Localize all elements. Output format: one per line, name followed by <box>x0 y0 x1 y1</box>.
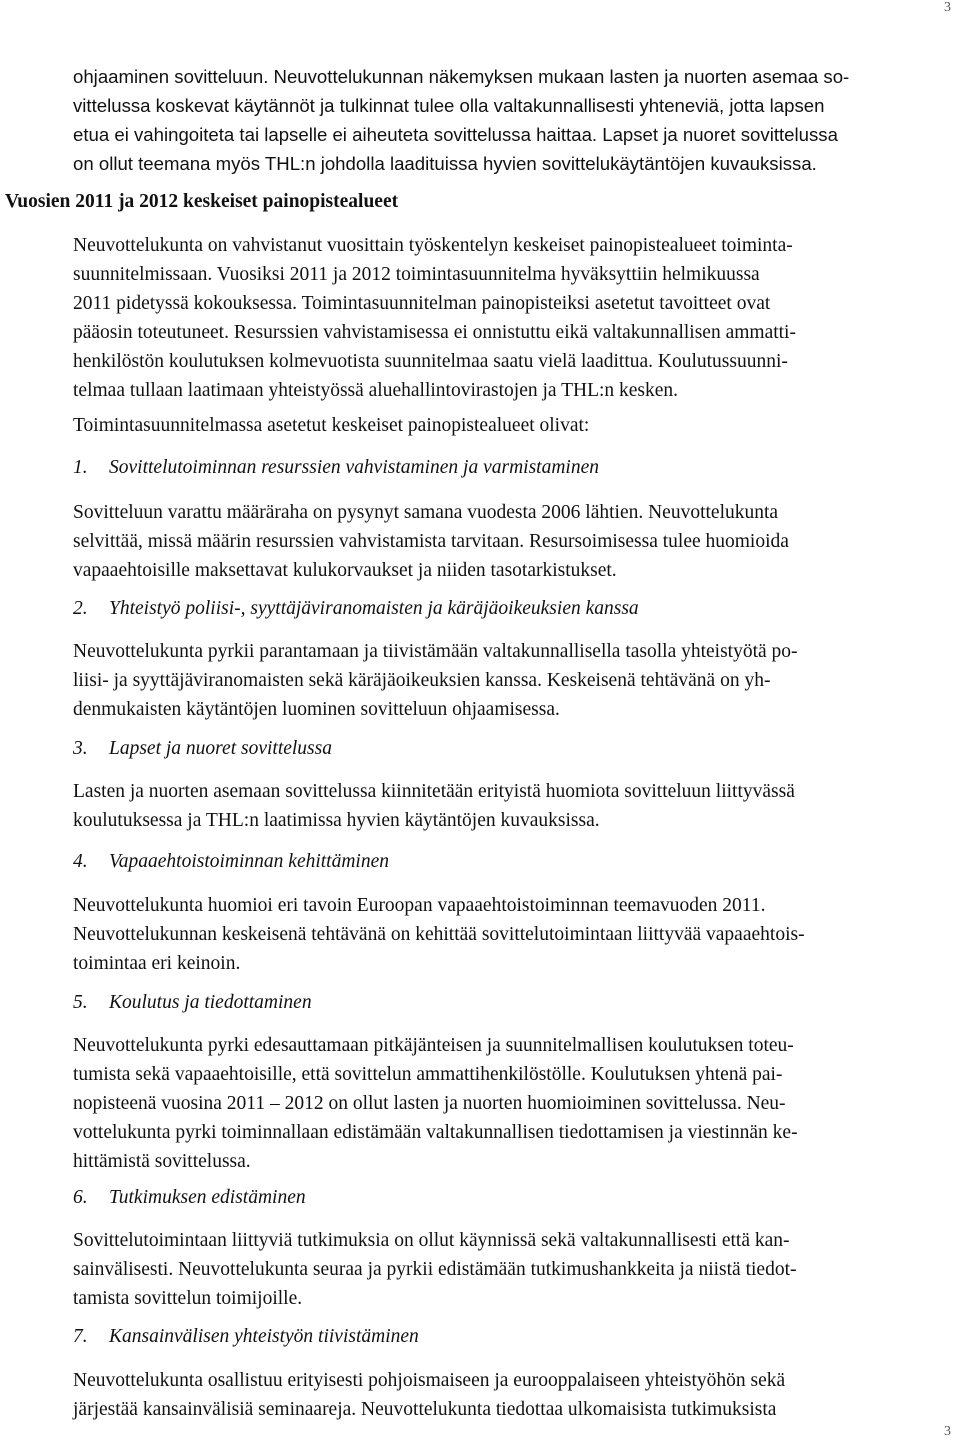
text-line: Neuvottelukunta on vahvistanut vuosittain työskentelyn keskeiset painopistealueet toiminta- <box>73 235 793 256</box>
intro-paragraph <box>73 62 953 178</box>
text-line: tumista sekä vapaaehtoisille, että sovittelun ammattihenkilöstölle. Koulutuksen yhtenä pai- <box>73 1064 783 1085</box>
text-line: selvittää, missä määrin resurssien vahvistamista tarvitaan. Resursoimisessa tulee huomioida <box>73 531 789 552</box>
item-number: 3. <box>73 738 88 759</box>
item-body-6 <box>73 1226 953 1313</box>
item-body-1 <box>73 498 953 585</box>
item-heading-4 <box>73 847 389 876</box>
text-line: Sovittelutoimintaan liittyviä tutkimuksia on ollut käynnissä sekä valtakunnallisesti että kan- <box>73 1230 790 1251</box>
item-number: 4. <box>73 851 88 872</box>
text-line: liisi- ja syyttäjäviranomaisten sekä käräjäoikeuksien kanssa. Keskeisenä tehtävänä on yh- <box>73 670 771 691</box>
item-title: Koulutus ja tiedottaminen <box>109 992 312 1013</box>
item-number: 6. <box>73 1187 88 1208</box>
text-line: sainvälisesti. Neuvottelukunta seuraa ja pyrkii edistämään tutkimushankkeita ja niistä tiedot- <box>73 1259 797 1280</box>
item-body-5 <box>73 1031 953 1176</box>
item-title: Vapaaehtoistoiminnan kehittäminen <box>109 851 390 872</box>
text-line: tamista sovittelun toimijoille. <box>73 1288 303 1309</box>
text-line: Lasten ja nuorten asemaan sovittelussa kiinnitetään erityistä huomiota sovitteluun liittyvässä <box>73 781 795 802</box>
text-line: ohjaaminen sovitteluun. Neuvottelukunnan näkemyksen mukaan lasten ja nuorten asemaa so- <box>73 66 850 87</box>
item-heading-5 <box>73 988 312 1017</box>
item-heading-7 <box>73 1322 419 1351</box>
item-title: Lapset ja nuoret sovittelussa <box>109 738 332 759</box>
text-line: Neuvottelukunta pyrki edesauttamaan pitkäjänteisen ja suunnitelmallisen koulutuksen toteu- <box>73 1035 794 1056</box>
text-line: Toimintasuunnitelmassa asetetut keskeiset painopistealueet olivat: <box>73 415 590 436</box>
item-body-4 <box>73 891 953 978</box>
text-line: Neuvottelukunnan keskeisenä tehtävänä on kehittää sovittelutoimintaan liittyvää vapaaehtois- <box>73 924 805 945</box>
text-line: suunnitelmissaan. Vuosiksi 2011 ja 2012 toimintasuunnitelma hyväksyttiin helmikuussa <box>73 264 760 285</box>
page-number-top: 3 <box>944 0 951 15</box>
text-line: denmukaisten käytäntöjen luominen sovitteluun ohjaamisessa. <box>73 699 560 720</box>
text-line: Neuvottelukunta huomioi eri tavoin Euroopan vapaaehtoistoiminnan teemavuoden 2011. <box>73 895 766 916</box>
item-title: Kansainvälisen yhteistyön tiivistäminen <box>109 1326 419 1347</box>
page-number-bottom: 3 <box>944 1424 951 1439</box>
item-number: 5. <box>73 992 88 1013</box>
text-line: henkilöstön koulutuksen kolmevuotista suunnitelmaa saatu vielä laadittua. Koulutussuunni- <box>73 351 788 372</box>
text-line: vapaaehtoisille maksettavat kulukorvaukset ja niiden tasotarkistukset. <box>73 560 617 581</box>
item-heading-1 <box>73 453 599 482</box>
list-intro <box>73 411 953 440</box>
item-heading-6 <box>73 1183 306 1212</box>
section-intro-paragraph <box>73 231 953 405</box>
text-line: järjestää kansainvälisiä seminaareja. Neuvottelukunta tiedottaa ulkomaisista tutkimuksista <box>73 1399 777 1420</box>
item-number: 7. <box>73 1326 88 1347</box>
item-heading-3 <box>73 734 332 763</box>
section-heading: Vuosien 2011 ja 2012 keskeiset painopistealueet <box>5 191 399 212</box>
text-line: Neuvottelukunta pyrkii parantamaan ja tiivistämään valtakunnallisella tasolla yhteistyötä po- <box>73 641 798 662</box>
text-line: koulutuksessa ja THL:n laatimissa hyvien käytäntöjen kuvauksissa. <box>73 810 600 831</box>
item-number: 2. <box>73 598 88 619</box>
text-line: vottelukunta pyrki toiminnallaan edistämään valtakunnallisen tiedottamisen ja viestinnän ke- <box>73 1122 798 1143</box>
item-title: Yhteistyö poliisi-, syyttäjäviranomaisten ja käräjäoikeuksien kanssa <box>109 598 639 619</box>
text-line: 2011 pidetyssä kokouksessa. Toimintasuunnitelman painopisteiksi asetetut tavoitteet ovat <box>73 293 771 314</box>
item-title: Sovittelutoiminnan resurssien vahvistaminen ja varmistaminen <box>109 457 599 478</box>
item-number: 1. <box>73 457 88 478</box>
text-line: hittämistä sovittelussa. <box>73 1151 251 1172</box>
text-line: Neuvottelukunta osallistuu erityisesti pohjoismaiseen ja eurooppalaiseen yhteistyöhön sekä <box>73 1370 786 1391</box>
text-line: toimintaa eri keinoin. <box>73 953 241 974</box>
text-line: on ollut teemana myös THL:n johdolla laadituissa hyvien sovittelukäytäntöjen kuvauksissa. <box>73 153 817 174</box>
item-body-2 <box>73 637 953 724</box>
text-line: etua ei vahingoiteta tai lapselle ei aiheuteta sovittelussa haittaa. Lapset ja nuoret sovittelussa <box>73 124 838 145</box>
item-heading-2 <box>73 594 639 623</box>
text-line: Sovitteluun varattu määräraha on pysynyt samana vuodesta 2006 lähtien. Neuvottelukunta <box>73 502 779 523</box>
item-title: Tutkimuksen edistäminen <box>109 1187 306 1208</box>
text-line: pääosin toteutuneet. Resurssien vahvistamisessa ei onnistuttu eikä valtakunnallisen ammatti- <box>73 322 796 343</box>
text-line: vittelussa koskevat käytännöt ja tulkinnat tulee olla valtakunnallisesti yhteneviä, jotta lapsen <box>73 95 825 116</box>
text-line: telmaa tullaan laatimaan yhteistyössä aluehallintovirastojen ja THL:n kesken. <box>73 380 679 401</box>
item-body-3 <box>73 777 953 835</box>
item-body-7 <box>73 1366 953 1424</box>
text-line: nopisteenä vuosina 2011 – 2012 on ollut lasten ja nuorten huomioiminen sovittelussa. Neu- <box>73 1093 786 1114</box>
